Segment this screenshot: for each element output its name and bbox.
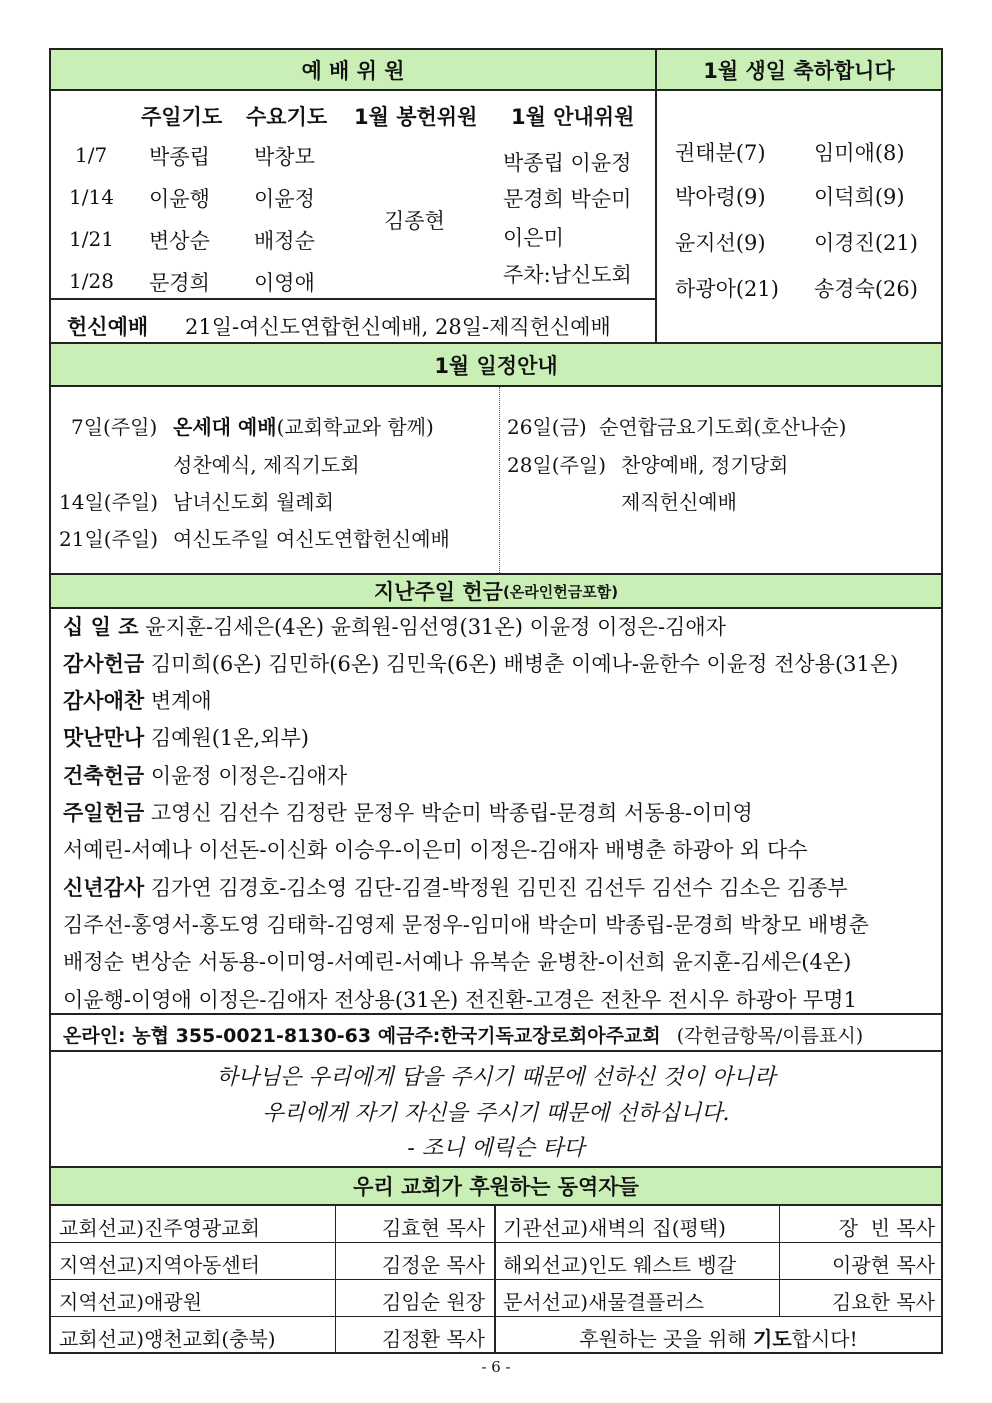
offering-row-text: 윤지훈-김세은(4온) 윤희원-임선영(31온) 이윤정 이정은-김애자 [145,615,726,639]
support-row-line-2 [51,1279,941,1280]
usher-line-3: 이은미 [503,226,564,250]
wednesday-prayer-1: 박창모 [254,145,315,169]
quote-line-1: 하나님은 우리에게 답을 주시기 때문에 선하신 것이 아니라 [216,1065,776,1090]
usher-line-2: 문경희 박순미 [503,187,632,211]
offering-member: 김종현 [384,209,445,233]
col-usher-committee: 1월 안내위원 [511,105,635,129]
offering-row-label: 건축헌금 [63,764,145,788]
schedule-left-date-1: 7일(주일) [71,415,158,439]
schedule-header-text: 1월 일정안내 [434,353,558,378]
page-number: - 6 - [481,1358,511,1376]
birthday-right-3: 이경진(21) [814,231,918,255]
sunday-prayer-3: 변상순 [149,229,210,253]
schedule-divider [499,387,500,573]
offering-row [63,834,808,864]
offering-panel [49,607,943,1052]
schedule-left-event-1-rest: (교회학교와 함께) [276,415,434,439]
offering-row-text: 김가연 김경호-김소영 김단-김결-박정원 김민진 김선두 김선수 김소은 김종부 [150,876,848,900]
support-org: 지역선교)지역아동센터 [59,1253,261,1277]
schedule-right-event-1: 순연합금요기도회(호산나순) [599,415,847,439]
support-table [49,1204,943,1354]
col-offering-committee: 1월 봉헌위원 [354,105,478,129]
support-person: 김효현 목사 [382,1216,485,1240]
online-account-bold: 온라인: 농협 355-0021-8130-63 예금주:한국기독교장로회아주교회 [63,1025,661,1047]
offering-row [63,722,309,752]
schedule-left-event-1 [173,411,434,440]
schedule-panel [49,385,943,575]
schedule-left-event-1-bold: 온세대 예배 [173,415,277,439]
support-closing-1: 후원하는 곳을 위해 [579,1327,753,1351]
date-1: 1/7 [75,143,108,167]
dedication-label: 헌신예배 [67,315,149,339]
offering-row-label: 감사헌금 [63,652,145,676]
col-sunday-prayer: 주일기도 [141,105,223,129]
offering-row-text: 이윤정 이정은-김애자 [150,764,348,788]
support-closing [496,1323,941,1352]
offering-row [63,946,851,976]
offering-header-text: 지난주일 헌금 [373,580,503,604]
schedule-left-date-2: 14일(주일) [59,490,159,514]
offering-header-sub: (온라인헌금포함) [502,582,619,601]
online-divider [51,1013,941,1015]
date-3: 1/21 [69,227,114,251]
birthday-panel [655,89,943,344]
support-person: 김요한 목사 [832,1290,935,1314]
offering-row-text: 변계애 [150,689,212,713]
support-org: 문서선교)새물결플러스 [503,1290,705,1314]
dedication-divider [51,298,655,300]
quote-panel [49,1050,943,1168]
offering-header [49,573,943,609]
birthday-left-2: 박아령(9) [675,185,766,209]
schedule-right-event-2: 찬양예배, 정기당회 [621,453,789,477]
usher-line-1: 박종립 이윤정 [503,151,632,175]
offering-row-text: 김주선-홍영서-홍도영 김태학-김영제 문정우-임미애 박순미 박종립-문경희 박창모 배병춘 [63,913,869,937]
support-closing-2: 합시다! [791,1327,858,1351]
offering-row [63,797,753,827]
offering-row [63,760,347,790]
wednesday-prayer-3: 배정순 [254,229,315,253]
schedule-left-event-1-line2: 성찬예식, 제직기도회 [173,453,360,477]
offering-row-text: 이윤행-이영애 이정은-김애자 전상용(31온) 전진환-고경은 전찬우 전시우 하광아 무명1 [63,988,857,1012]
support-col-line-3 [779,1206,780,1317]
support-org: 기관선교)새벽의 집(평택) [503,1216,726,1240]
support-person: 김정환 목사 [382,1327,485,1351]
birthday-right-1: 임미애(8) [814,141,905,165]
schedule-right-event-2-line2: 제직헌신예배 [621,490,737,514]
worship-header [49,48,657,91]
worship-header-text: 예 배 위 원 [301,58,405,83]
offering-row [63,685,212,715]
support-header-text: 우리 교회가 후원하는 동역자들 [353,1175,639,1199]
offering-row-text: 김미희(6온) 김민하(6온) 김민욱(6온) 배병춘 이예나-윤한수 이윤정 전상용(31온) [150,652,899,676]
birthday-left-3: 윤지선(9) [675,231,766,255]
schedule-right-date-2: 28일(주일) [507,453,607,477]
support-org: 교회선교)진주영광교회 [59,1216,261,1240]
support-org: 교회선교)앵천교회(충북) [59,1327,276,1351]
quote-author: - 조니 에릭슨 타다 [407,1136,585,1161]
birthday-right-2: 이덕희(9) [814,185,905,209]
support-row-line-1 [51,1242,941,1243]
date-4: 1/28 [69,269,114,293]
sunday-prayer-2: 이윤행 [149,187,210,211]
support-person: 김임순 원장 [382,1290,485,1314]
schedule-right-date-1: 26일(금) [507,415,587,439]
offering-row-label: 신년감사 [63,876,145,900]
support-org: 지역선교)애광원 [59,1290,203,1314]
support-person: 장 빈 목사 [838,1216,935,1240]
schedule-left-date-3: 21일(주일) [59,527,159,551]
schedule-header [49,342,943,387]
support-person: 이광현 목사 [832,1253,935,1277]
offering-row [63,648,898,678]
schedule-left-event-3: 여신도주일 여신도연합헌신예배 [173,527,450,551]
offering-row-text: 고영신 김선수 김정란 문정우 박순미 박종립-문경희 서동용-이미영 [150,801,753,825]
offering-row-label: 십 일 조 [63,615,139,639]
birthday-header [655,48,943,91]
support-header [49,1166,943,1206]
sunday-prayer-1: 박종립 [149,145,210,169]
col-wednesday-prayer: 수요기도 [246,105,328,129]
offering-row-text: 서예린-서예나 이선돈-이신화 이승우-이은미 이정은-김애자 배병춘 하광아 외 다수 [63,838,808,862]
usher-line-4: 주차:남신도회 [503,263,632,287]
support-org: 해외선교)인도 웨스트 벵갈 [503,1253,737,1277]
offering-row-label: 주일헌금 [63,801,145,825]
offering-row [63,872,848,902]
birthday-left-4: 하광아(21) [675,277,779,301]
wednesday-prayer-2: 이윤정 [254,187,315,211]
offering-row-text: 배정순 변상순 서동용-이미영-서예린-서예나 유복순 윤병찬-이선희 윤지훈-김세은(4온) [63,950,852,974]
support-row-line-3 [51,1316,941,1317]
birthday-header-text: 1월 생일 축하합니다 [703,58,895,83]
birthday-right-4: 송경숙(26) [814,277,918,301]
offering-row [63,611,726,641]
sunday-prayer-4: 문경희 [149,271,210,295]
offering-row [63,984,857,1014]
offering-row [63,909,869,939]
support-closing-bold: 기도 [753,1327,792,1351]
support-person: 김정운 목사 [382,1253,485,1277]
online-account-note: (각헌금항목/이름표시) [676,1025,864,1047]
date-2: 1/14 [69,185,114,209]
wednesday-prayer-4: 이영애 [254,271,315,295]
offering-row-label: 맛난만나 [63,726,145,750]
worship-panel [49,89,657,344]
offering-row-text: 김예원(1온,외부) [150,726,309,750]
quote-line-2: 우리에게 자기 자신을 주시기 때문에 선하십니다. [262,1101,730,1126]
dedication-text: 21일-여신도연합헌신예배, 28일-제직헌신예배 [185,315,611,339]
birthday-left-1: 권태분(7) [675,141,766,165]
schedule-left-event-2: 남녀신도회 월례회 [173,490,334,514]
offering-row-label: 감사애찬 [63,689,145,713]
online-account [63,1021,863,1048]
